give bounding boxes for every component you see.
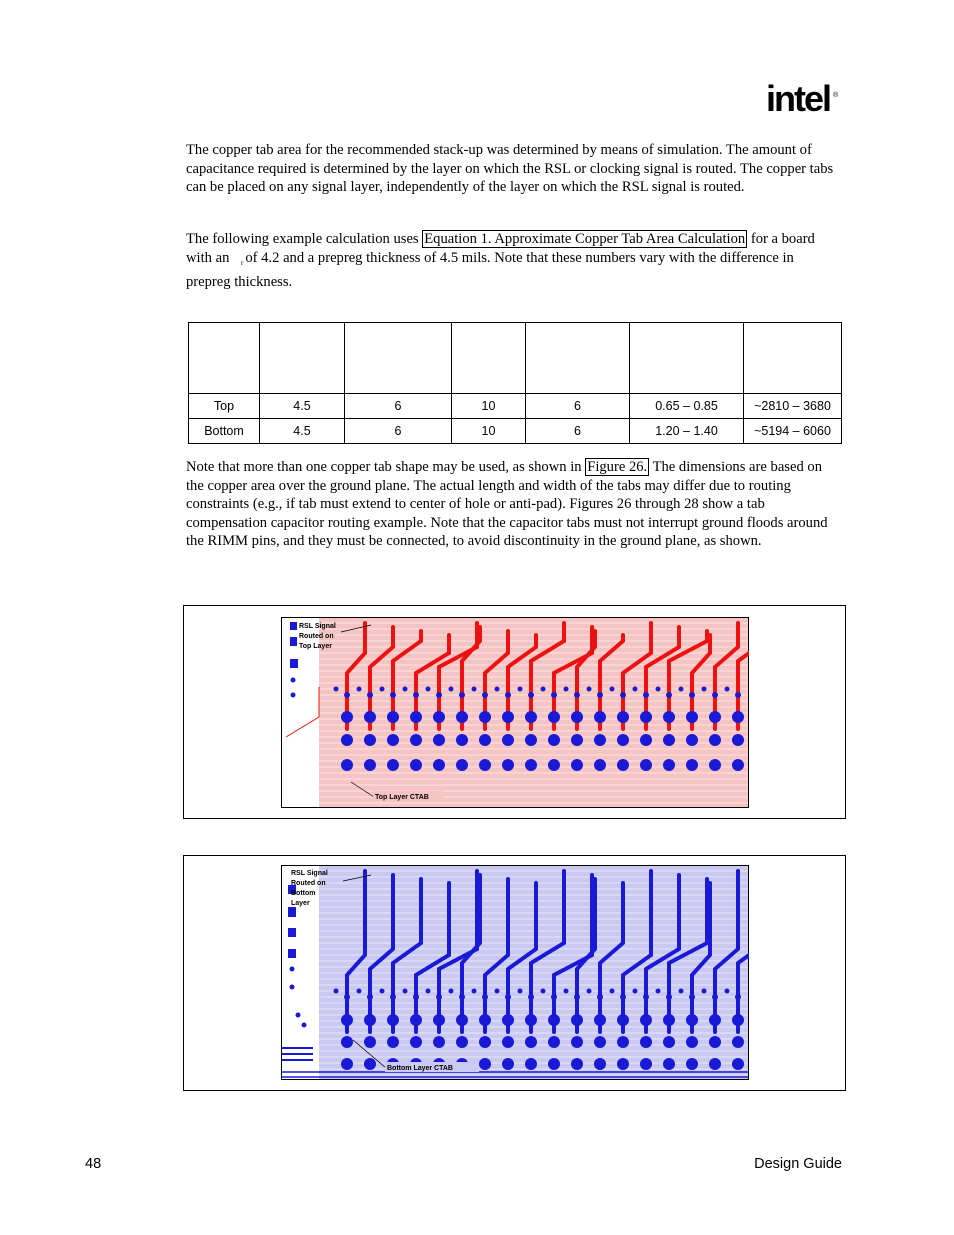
cell: 1.20 – 1.40	[630, 419, 744, 444]
text: Note that more than one copper tab shape may be used, as shown in	[186, 459, 586, 475]
top-layer-pcb-image	[281, 617, 749, 808]
figure-top-layer-ctab	[183, 605, 846, 819]
table-row	[189, 419, 842, 444]
paragraph-example-calculation	[186, 230, 842, 291]
document-title: Design Guide	[754, 1156, 842, 1172]
cell: 6	[526, 394, 630, 419]
text: of 4.2 and a prepreg thickness of 4.5 mils. Note that these numbers vary with the difference in prepreg thickness.	[186, 249, 794, 290]
signal-label-line-2: Routed on	[299, 633, 334, 640]
intel-logo: intel ®	[766, 78, 839, 119]
signal-label-line-3: Top Layer	[299, 643, 332, 650]
page-number: 48	[85, 1156, 102, 1172]
figure-bottom-layer-ctab	[183, 855, 846, 1091]
header-cell	[744, 323, 842, 394]
header-cell	[260, 323, 345, 394]
header-cell	[452, 323, 526, 394]
cell: Top	[189, 394, 260, 419]
cell: 10	[452, 394, 526, 419]
bottom-layer-pcb-image	[281, 865, 749, 1080]
table-header-row	[189, 323, 842, 394]
cell: 4.5	[260, 394, 345, 419]
cell: 10	[452, 419, 526, 444]
copper-tab-area-table	[188, 322, 842, 444]
signal-label-line-4: Layer	[291, 900, 310, 907]
header-cell	[630, 323, 744, 394]
cell: 6	[345, 394, 452, 419]
cell: 6	[345, 419, 452, 444]
table-row	[189, 394, 842, 419]
cell: 6	[526, 419, 630, 444]
signal-label-line-3: Bottom	[291, 890, 316, 897]
ctab-label: Bottom Layer CTAB	[387, 1065, 453, 1072]
figure-26-link[interactable]: Figure 26.	[587, 459, 648, 475]
text: for a board with an	[186, 231, 815, 266]
paragraph-copper-tab-area: The copper tab area for the recommended stack-up was determined by means of simulation. The amount of capacitance required is determined by the layer on which the RSL or clocking signal is routed. The copper tabs can be placed on any signal layer, independently of the layer on which the RSL signal is routed.	[186, 142, 834, 195]
equation-1-link[interactable]: Equation 1. Approximate Copper Tab Area Calculation	[424, 231, 746, 247]
cell: 4.5	[260, 419, 345, 444]
text: The dimensions are based on the copper area over the ground plane. The actual length and width of the tabs may differ due to routing constraints (e.g., if tab must extend to center of hole or anti-pad). Figures 26 through 28 show a tab compensation capacitor routing example. Note that the capacitor tabs must not interrupt ground floods around the RIMM pins, and they must be connected, to avoid discontinuity in the ground plane, as shown.	[186, 459, 828, 549]
text: The following example calculation uses	[186, 231, 423, 247]
signal-label-line-2: Routed on	[291, 880, 326, 887]
paragraph-copper-tab-shapes	[186, 458, 842, 551]
header-cell	[526, 323, 630, 394]
cell: ~2810 – 3680	[744, 394, 842, 419]
cell: 0.65 – 0.85	[630, 394, 744, 419]
signal-label-line-1: RSL Signal	[299, 623, 336, 630]
header-cell	[345, 323, 452, 394]
epsilon-subscript: r	[241, 259, 244, 268]
header-cell	[189, 323, 260, 394]
ctab-label: Top Layer CTAB	[375, 794, 429, 801]
cell: Bottom	[189, 419, 260, 444]
signal-label-line-1: RSL Signal	[291, 870, 328, 877]
cell: ~5194 – 6060	[744, 419, 842, 444]
